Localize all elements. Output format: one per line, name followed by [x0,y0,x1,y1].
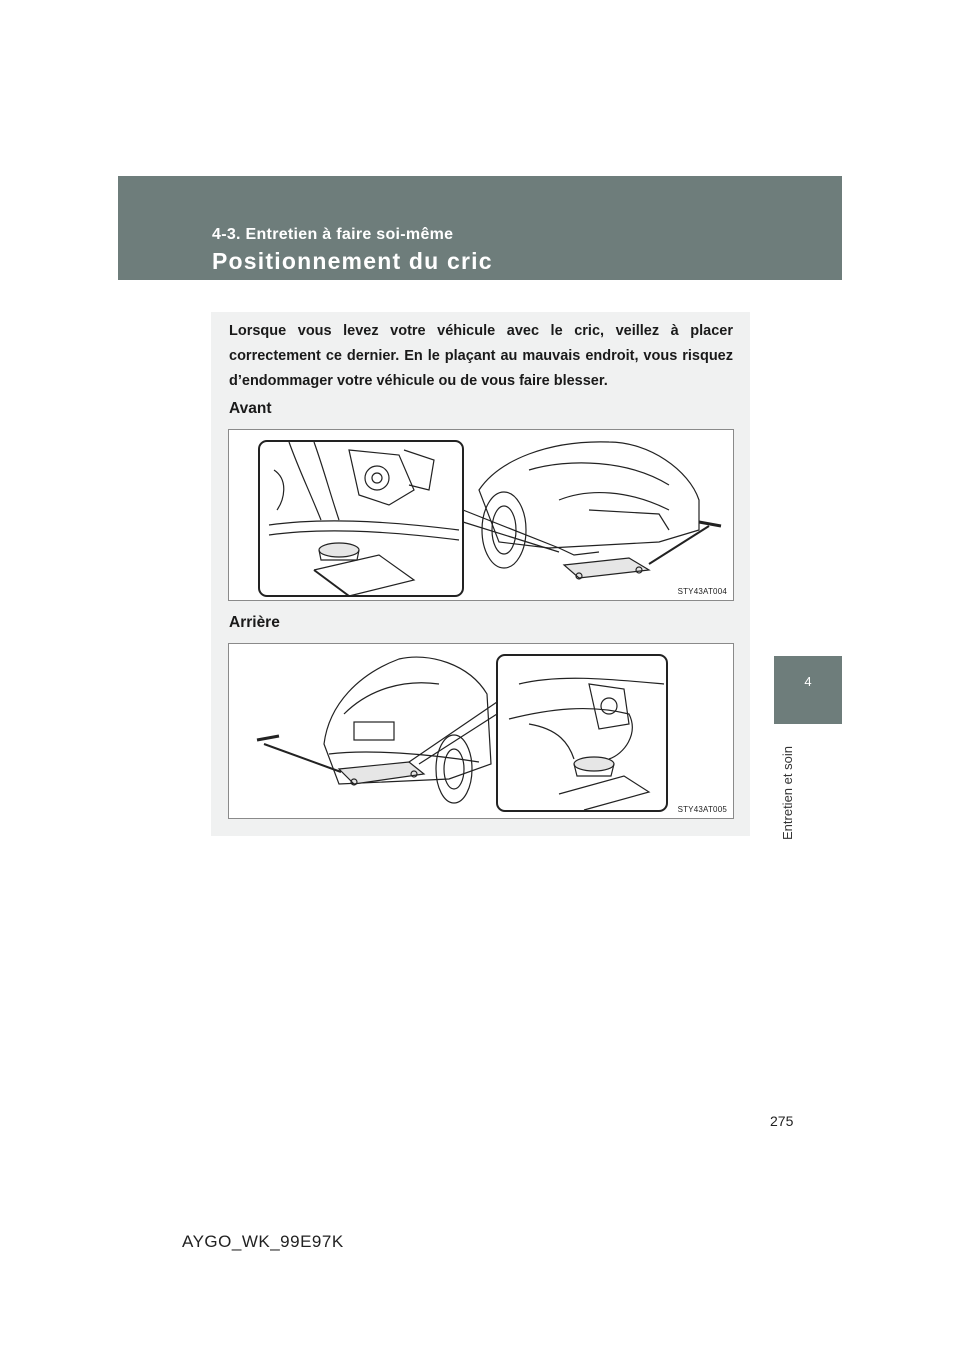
intro-paragraph: Lorsque vous levez votre véhicule avec le cric, veillez à placer correctement ce dernier. En le plaçant au mauvais endroit, vous risquez d’endommager votre véhicule ou de vous faire blesser. [229,323,733,389]
chapter-number: 4 [804,674,812,689]
chapter-header [118,176,842,280]
chapter-side-label-text: Entretien et soin [780,746,795,840]
section-label: 4-3. Entretien à faire soi-même [212,226,454,243]
rear-figure-code: STY43AT005 [677,805,727,814]
rear-heading: Arrière [229,614,280,631]
front-jack-drawing [229,430,733,600]
front-heading: Avant [229,400,272,417]
front-jack-illustration [228,429,734,601]
document-code: AYGO_WK_99E97K [182,1232,344,1251]
page-title: Positionnement du cric [212,248,493,274]
content-panel [211,312,750,836]
chapter-side-label [780,746,800,840]
chapter-tab[interactable] [774,656,842,724]
rear-jack-illustration [228,643,734,819]
front-figure-code: STY43AT004 [677,587,727,596]
page-number: 275 [770,1113,794,1129]
rear-jack-drawing [229,644,733,818]
